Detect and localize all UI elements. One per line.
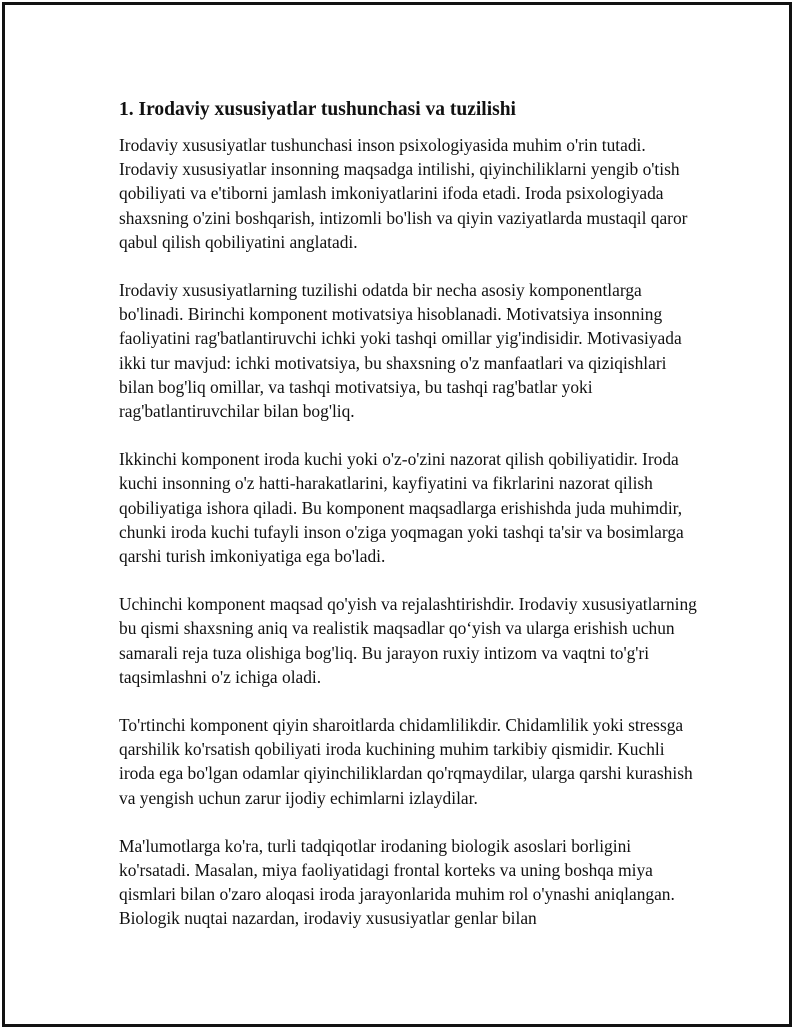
paragraph-resilience: To'rtinchi komponent qiyin sharoitlarda chidamlilikdir. Chidamlilik yoki stressga qarshilik ko'rsatish qobiliyati iroda kuchining muhim tarkibiy qismidir. Kuchli iroda ega bo'lgan odamlar qiyinchiliklardan qo'rqmaydilar, ularga qarshi kurashish va yengish uchun zarur ijodiy echimlarni izlaydilar.	[119, 715, 693, 808]
paragraph-goal-setting: Uchinchi komponent maqsad qo'yish va rejalashtirishdir. Irodaviy xususiyatlarning bu qismi shaxsning aniq va realistik maqsadlar qo‘yish va ularga erishish uchun samarali reja tuza olishiga bog'liq. Bu jarayon ruxiy intizom va vaqtni to'g'ri taqsimlashni o'z ichiga oladi.	[119, 594, 697, 687]
paragraph-structure-motivation: Irodaviy xususiyatlarning tuzilishi odatda bir necha asosiy komponentlarga bo'linadi. Birinchi komponent motivatsiya hisoblanadi. Motivatsiya insonning faoliyatini rag'batlantiruvchi ichki yoki tashqi omillar yig'indisidir. Motivasiyada ikki tur mavjud: ichki motivatsiya, bu shaxsning o'z manfaatlari va qiziqishlari bilan bog'liq omillar, va tashqi motivatsiya, bu tashqi rag'batlar yoki rag'batlantiruvchilar bilan bog'liq.	[119, 280, 682, 422]
document-page	[2, 2, 792, 1027]
paragraph-willpower: Ikkinchi komponent iroda kuchi yoki o'z-o'zini nazorat qilish qobiliyatidir. Iroda kuchi insonning o'z hatti-harakatlarini, kayfiyatini va fikrlarini nazorat qilish qobiliyatiga ishora qiladi. Bu komponent maqsadlarga erishishda juda muhimdir, chunki iroda kuchi tufayli inson o'ziga yoqmagan yoki tashqi ta'sir va bosimlarga qarshi turish imkoniyatiga ega bo'ladi.	[119, 449, 684, 567]
paragraph-intro: Irodaviy xususiyatlar tushunchasi inson psixologiyasida muhim o'rin tutadi. Irodaviy xususiyatlar insonning maqsadga intilishi, qiyinchiliklarni yengib o'tish qobiliyati va e'tiborni jamlash imkoniyatlarini ifoda etadi. Iroda psixologiyada shaxsning o'zini boshqarish, intizomli bo'lish va qiyin vaziyatlarda mustaqil qaror qabul qilish qobiliyatini anglatadi.	[119, 135, 688, 252]
document-content	[119, 97, 704, 931]
section-heading: 1. Irodaviy xususiyatlar tushunchasi va tuzilishi	[119, 99, 516, 120]
paragraph-biological-basis: Ma'lumotlarga ko'ra, turli tadqiqotlar irodaning biologik asoslari borligini ko'rsatadi. Masalan, miya faoliyatidagi frontal korteks va uning boshqa miya qismlari bilan o'zaro aloqasi iroda jarayonlarida muhim rol o'ynashi aniqlangan. Biologik nuqtai nazardan, irodaviy xususiyatlar genlar bilan	[119, 835, 675, 929]
